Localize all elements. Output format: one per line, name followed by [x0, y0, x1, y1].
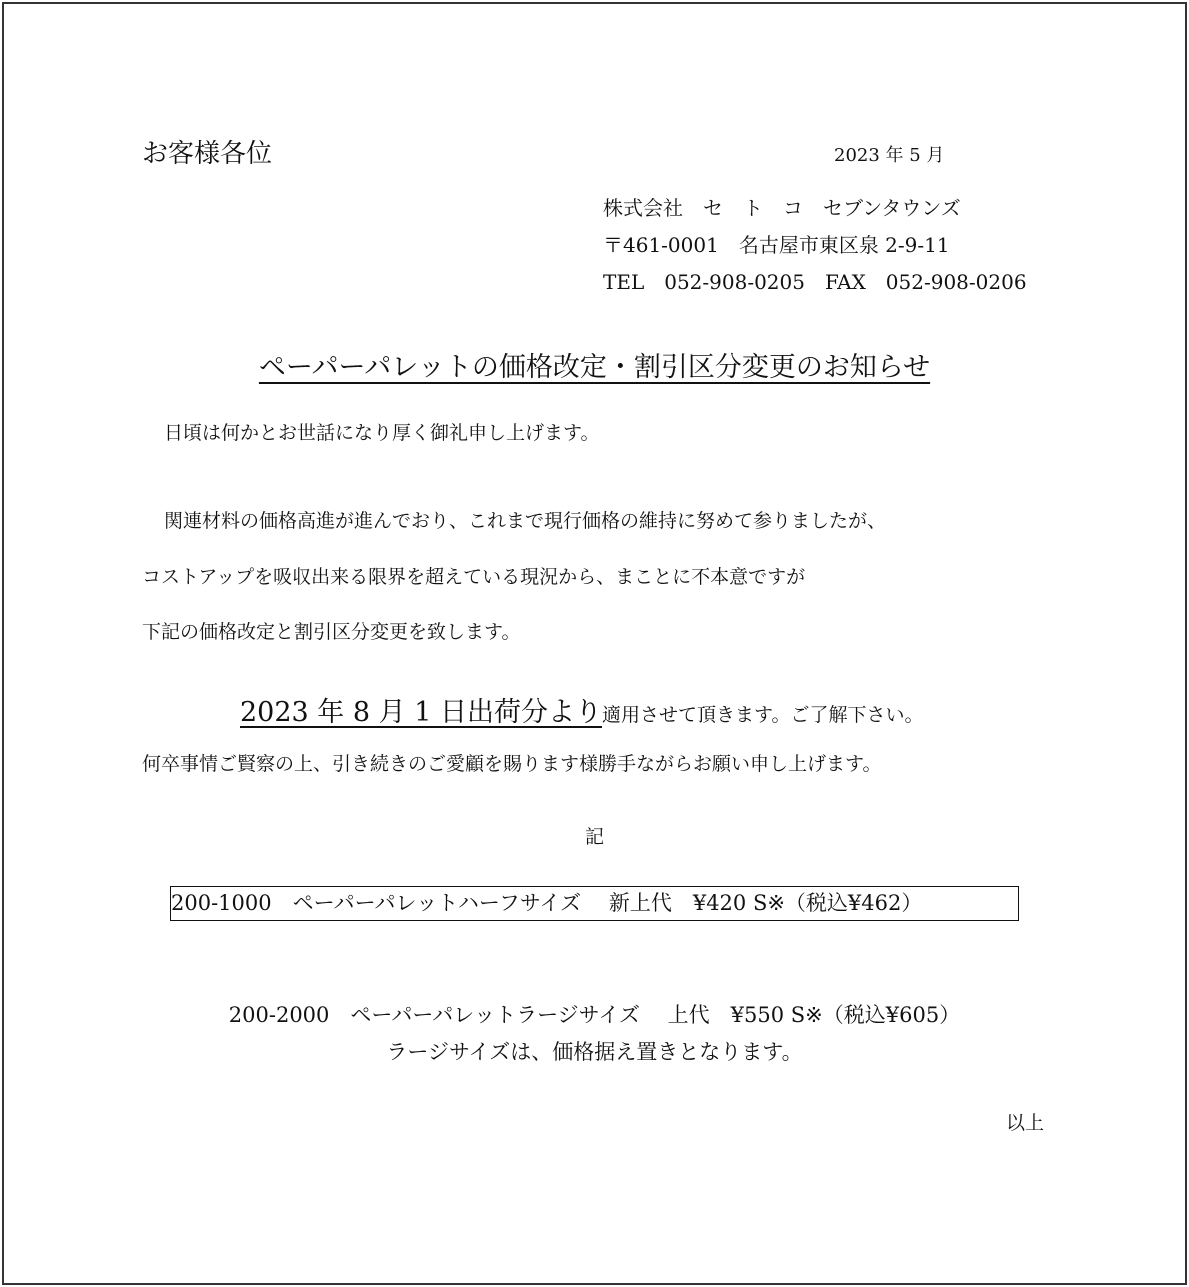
large-size-note: ラージサイズは、価格据え置きとなります。	[386, 1040, 803, 1064]
effective-line	[240, 690, 923, 729]
company-block	[603, 190, 1027, 301]
notice-title-text: ペーパーパレットの価格改定・割引区分変更のお知らせ	[258, 352, 931, 383]
closing: 以上	[1006, 1112, 1045, 1134]
notice-title	[0, 345, 1189, 384]
issue-date: 2023 年 5 月	[834, 145, 945, 166]
effective-rest: 適用させて頂きます。ご了解下さい。	[601, 704, 924, 726]
body-line-3: 下記の価格改定と割引区分変更を致します。	[142, 621, 521, 643]
body-line-2: コストアップを吸収出来る限界を超えている現況から、まことに不本意ですが	[142, 566, 806, 588]
greeting: 日頃は何かとお世話になり厚く御礼申し上げます。	[164, 422, 600, 444]
request-line: 何卒事情ご賢察の上、引き続きのご愛顧を賜ります様勝手ながらお願い申し上げます。	[142, 753, 882, 775]
recipient: お客様各位	[142, 139, 273, 169]
company-address: 〒461-0001 名古屋市東区泉 2-9-11	[603, 233, 950, 257]
effective-date: 2023 年 8 月 1 日出荷分より	[240, 697, 602, 728]
company-contact: TEL 052-908-0205 FAX 052-908-0206	[603, 270, 1027, 294]
ki-marker: 記	[584, 826, 604, 848]
large-size-price: 200-2000 ペーパーパレットラージサイズ 上代 ¥550 S※（税込¥605）	[228, 1003, 961, 1027]
half-size-price-box: 200-1000 ペーパーパレットハーフサイズ 新上代 ¥420 S※（税込¥462）	[170, 886, 1019, 921]
body-line-1: 関連材料の価格高進が進んでおり、これまで現行価格の維持に努めて参りましたが、	[164, 510, 887, 532]
company-name: 株式会社 セ ト コ セブンタウンズ	[603, 196, 961, 220]
